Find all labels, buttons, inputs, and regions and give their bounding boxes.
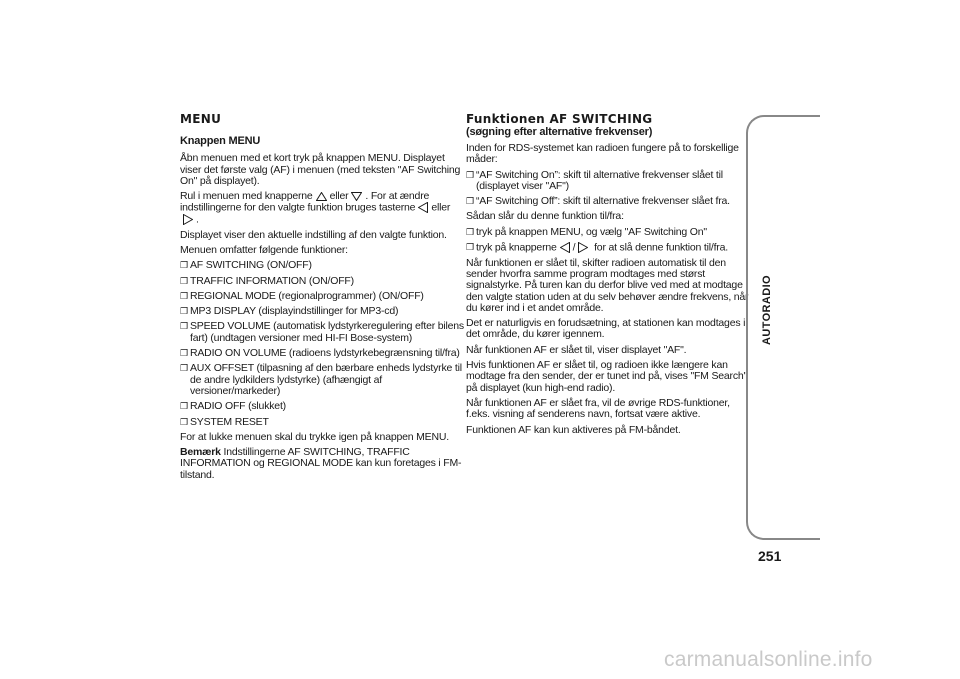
- af-paragraph-7: Når funktionen AF er slået fra, vil de øvrige RDS-funktioner, f.eks. visning af senderens navn, fortsat være aktive.: [466, 396, 730, 421]
- menu-item-text: REGIONAL MODE (regionalprogrammer) (ON/OFF): [190, 289, 424, 302]
- bullet-icon: ❒: [180, 321, 188, 332]
- menu-item-text: RADIO ON VOLUME (radioens lydstyrkebegrænsning til/fra): [190, 347, 460, 360]
- left-arrow-icon: [560, 242, 570, 253]
- note-label: Bemærk: [180, 446, 221, 459]
- menu-subtitle: Knappen MENU: [180, 135, 261, 147]
- af-paragraph-8: Funktionen AF kan kun aktiveres på FM-båndet.: [466, 423, 681, 436]
- af-paragraph-3: Når funktionen er slået til, skifter radioen automatisk til den sender hvorfra samme program modtages med størst signalstyrke. På turen kan du derfor blive ved med at modtage den valgte station uden at du selv behøver ændre frekvens, når du kører ind i et andet område.: [466, 256, 749, 314]
- menu-paragraph-4: Menuen omfatter følgende funktioner:: [180, 243, 348, 256]
- menu-item-text: RADIO OFF (slukket): [190, 400, 286, 413]
- menu-item-text: SYSTEM RESET: [190, 415, 269, 428]
- menu-p2-text-c: . For at ændre indstillingerne for den valgte funktion bruges tasterne: [180, 190, 430, 214]
- af-item-text: for at slå denne funktion til/fra.: [591, 241, 728, 254]
- menu-title: MENU: [180, 112, 222, 126]
- menu-list-item: [180, 306, 465, 317]
- menu-item-text: AUX OFFSET (tilpasning af den bærbare enheds lydstyrke til de andre lydkilders lydstyrke) (afhængigt af versioner/markeder): [190, 362, 462, 397]
- bullet-icon: ❒: [180, 275, 188, 286]
- menu-item-text: MP3 DISPLAY (displayindstillinger for MP3-cd): [190, 305, 399, 318]
- right-arrow-icon: [183, 214, 193, 225]
- bullet-icon: ❒: [180, 306, 188, 317]
- menu-p2-text-d: eller: [431, 201, 451, 214]
- menu-list-item: [180, 321, 465, 344]
- note-text: Indstillingerne AF SWITCHING, TRAFFIC INFORMATION og REGIONAL MODE kan kun foretages i FM-tilstand.: [180, 446, 462, 481]
- section-label-text: AUTORADIO: [761, 274, 773, 346]
- af-subtitle: (søgning efter alternative frekvenser): [466, 126, 653, 138]
- menu-note: [180, 447, 465, 481]
- af-paragraph-5: Når funktionen AF er slået til, viser displayet "AF".: [466, 343, 687, 356]
- af-item-text: tryk på knapperne: [476, 241, 557, 254]
- bullet-icon: ❒: [466, 226, 474, 237]
- af-title: Funktionen AF SWITCHING: [466, 112, 653, 126]
- af-paragraph-4: Det er naturligvis en forudsætning, at stationen kan modtages i det område, du kører igennem.: [466, 317, 746, 341]
- bullet-icon: ❒: [180, 401, 188, 412]
- af-paragraph-2: Sådan slår du denne funktion til/fra:: [466, 210, 624, 223]
- menu-item-text: SPEED VOLUME (automatisk lydstyrkeregulering efter bilens fart) (undtagen versioner med HI-FI Bose-system): [190, 320, 464, 344]
- af-list-item: [466, 242, 751, 254]
- menu-paragraph-3: Displayet viser den aktuelle indstilling af den valgte funktion.: [180, 228, 447, 241]
- menu-p2-text-e: .: [196, 213, 199, 226]
- menu-paragraph-1: Åbn menuen med et kort tryk på knappen MENU. Displayet viser det første valg (AF) i menuen (med teksten "AF Switching On" på displayet).: [180, 152, 461, 187]
- left-arrow-icon: [418, 202, 428, 213]
- bullet-icon: ❒: [180, 416, 188, 427]
- watermark: carmanualsonline.info: [664, 648, 873, 671]
- menu-paragraph-2: [180, 191, 465, 225]
- menu-list-item: [180, 276, 465, 287]
- bullet-icon: ❒: [180, 348, 188, 359]
- up-arrow-icon: [316, 192, 327, 201]
- bullet-icon: ❒: [180, 260, 188, 271]
- menu-item-text: TRAFFIC INFORMATION (ON/OFF): [190, 274, 354, 287]
- menu-item-text: AF SWITCHING (ON/OFF): [190, 259, 312, 272]
- menu-paragraph-5: For at lukke menuen skal du trykke igen på knappen MENU.: [180, 430, 449, 443]
- af-item-text: “AF Switching Off”: skift til alternative frekvenser slået fra.: [476, 195, 730, 208]
- af-list-item: [466, 227, 751, 238]
- bullet-icon: ❒: [466, 242, 474, 253]
- af-list-item: [466, 196, 751, 207]
- af-paragraph-6: Hvis funktionen AF er slået til, og radioen ikke længere kan modtage fra den sender, der er tunet ind på, vises "FM Search" på displayet (kun high-end radio).: [466, 359, 748, 394]
- menu-list-item: [180, 348, 465, 359]
- section-label: [757, 250, 777, 370]
- af-item-slash: /: [572, 241, 576, 254]
- bullet-icon: ❒: [180, 363, 188, 374]
- menu-list-item: [180, 291, 465, 302]
- bullet-icon: ❒: [466, 169, 474, 180]
- bullet-icon: ❒: [180, 290, 188, 301]
- menu-list-item: [180, 260, 465, 271]
- down-arrow-icon: [351, 192, 362, 201]
- menu-p2-text-b: eller: [329, 190, 349, 203]
- af-paragraph-1: Inden for RDS-systemet kan radioen fungere på to forskellige måder:: [466, 142, 739, 166]
- page-number: 251: [758, 548, 782, 564]
- af-item-text: “AF Switching On”: skift til alternative frekvenser slået til (displayet viser "AF"): [476, 168, 723, 192]
- menu-list-item: [180, 401, 465, 412]
- menu-p2-text-a: Rul i menuen med knapperne: [180, 190, 313, 203]
- menu-list-item: [180, 417, 465, 428]
- bullet-icon: ❒: [466, 196, 474, 207]
- menu-list-item: [180, 363, 465, 397]
- af-switching-column: [466, 113, 751, 440]
- menu-column: [180, 113, 465, 485]
- right-arrow-icon: [578, 242, 588, 253]
- af-item-text: tryk på knappen MENU, og vælg "AF Switching On": [476, 225, 707, 238]
- af-list-item: [466, 170, 751, 193]
